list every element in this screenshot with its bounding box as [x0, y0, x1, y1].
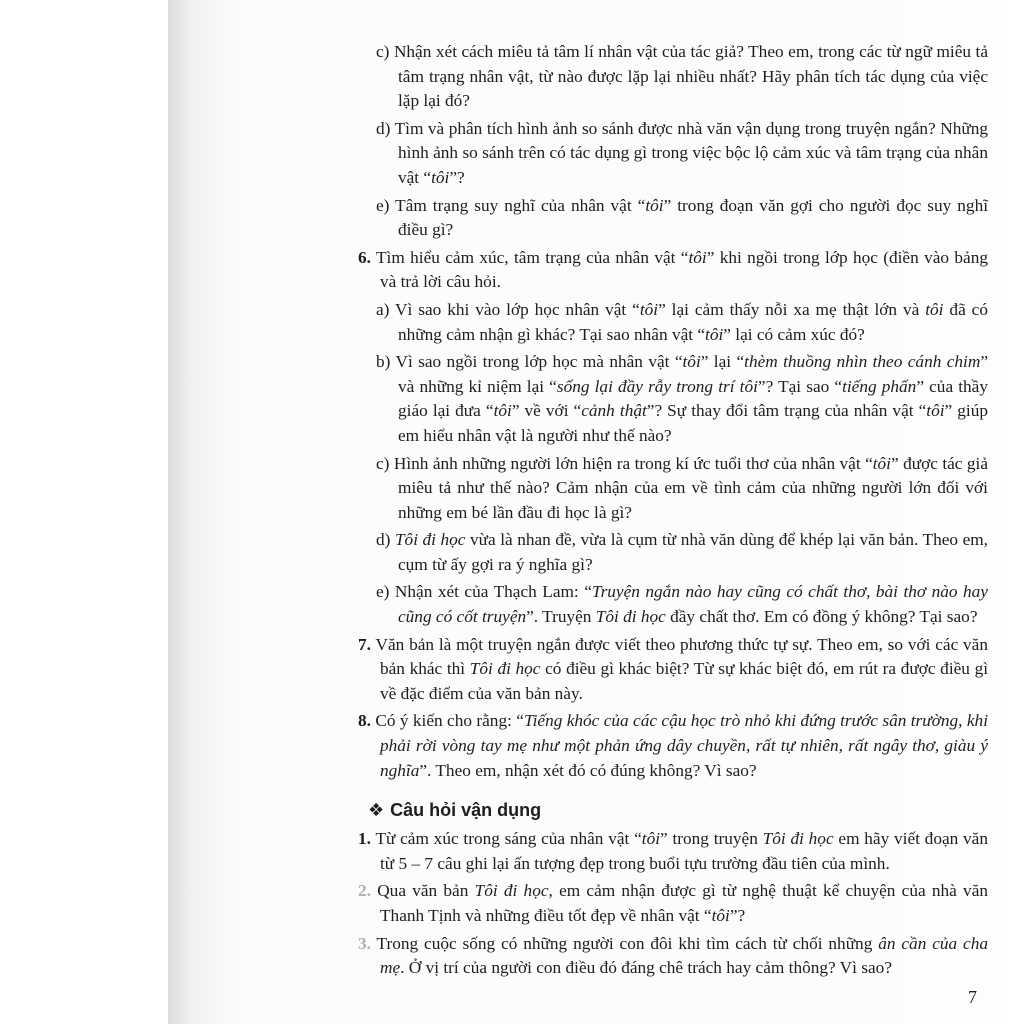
question-5e: e) Tâm trạng suy nghĩ của nhân vật “tôi” trong đoạn văn gợi cho người đọc suy nghĩ điều gì? [376, 195, 989, 240]
question-6d: d) Tôi đi học vừa là nhan đề, vừa là cụm từ nhà văn dùng để khép lại văn bản. Theo em, cụm từ ấy gợi ra ý nghĩa gì? [376, 530, 988, 574]
question-6b: b) Vì sao ngồi trong lớp học mà nhân vật “tôi” lại “thèm thuồng nhìn theo cánh chim” và những kỉ niệm lại “sống lại đầy rẫy trong trí tôi”? Tại sao “tiếng phấn” của thầy giáo lại đưa “tôi” về với “cảnh thật”? Sự thay đổi tâm trạng của nhân vật “tôi” giúp em hiểu nhân vật là người như thế nào? [376, 352, 989, 445]
applied-question-2: 2. Qua văn bản Tôi đi học, em cảm nhận được gì từ nghệ thuật kể chuyện của nhà văn Thanh Tịnh và những điều tốt đẹp về nhân vật “tôi”? [358, 881, 989, 925]
book-page [168, 0, 1002, 1024]
question-5d: d) Tìm và phân tích hình ảnh so sánh được nhà văn vận dụng trong truyện ngắn? Những hình ảnh so sánh trên có tác dụng gì trong việc bộc lộ cảm xúc và tâm trạng của nhân vật “tôi”? [376, 118, 988, 187]
question-6c: c) Hình ảnh những người lớn hiện ra trong kí ức tuổi thơ của nhân vật “tôi” được tác giả miêu tả như thế nào? Cảm nhận của em về tình cảm của những người lớn đối với những em bé lần đầu đi học là gì? [376, 453, 988, 522]
question-8: 8. Có ý kiến cho rằng: “Tiếng khóc của các cậu học trò nhỏ khi đứng trước sân trường, khi phải rời vòng tay mẹ như một phản ứng dây chuyền, rất tự nhiên, rất ngây thơ, giàu ý nghĩa”. Theo em, nhận xét đó có đúng không? Vì sao? [358, 711, 988, 780]
section-heading-applied [368, 797, 988, 823]
question-6a: a) Vì sao khi vào lớp học nhân vật “tôi” lại cảm thấy nỗi xa mẹ thật lớn và tôi đã có những cảm nhận gì khác? Tại sao nhân vật “tôi” lại có cảm xúc đó? [376, 299, 988, 344]
applied-question-3: 3. Trong cuộc sống có những người con đôi khi tìm cách từ chối những ân cần của cha mẹ. Ở vị trí của người con điều đó đáng chê trách hay cảm thông? Vì sao? [358, 933, 988, 978]
section-title: Câu hỏi vận dụng [390, 800, 542, 821]
question-6: 6. Tìm hiểu cảm xúc, tâm trạng của nhân vật “tôi” khi ngồi trong lớp học (điền vào bảng và trả lời câu hỏi. [358, 247, 988, 292]
page-number: 7 [968, 987, 977, 1007]
applied-question-1: 1. Từ cảm xúc trong sáng của nhân vật “tôi” trong truyện Tôi đi học em hãy viết đoạn văn từ 5 – 7 câu ghi lại ấn tượng đẹp trong buổi tựu trường đầu tiên của mình. [358, 829, 988, 873]
page-content [358, 40, 988, 984]
question-7: 7. Văn bản là một truyện ngắn được viết theo phương thức tự sự. Theo em, so với các văn bản khác thì Tôi đi học có điều gì khác biệt? Từ sự khác biệt đó, em rút ra được điều gì về đặc điểm của văn bản này. [358, 634, 989, 703]
diamond-bullet-icon: ❖ [368, 800, 385, 821]
question-5c: c) Nhận xét cách miêu tả tâm lí nhân vật của tác giả? Theo em, trong các từ ngữ miêu tả tâm trạng nhân vật, từ nào được lặp lại nhiều nhất? Hãy phân tích tác dụng của việc lặp lại đó? [376, 42, 988, 111]
question-6e: e) Nhận xét của Thạch Lam: “Truyện ngắn nào hay cũng có chất thơ, bài thơ nào hay cũng có cốt truyện”. Truyện Tôi đi học đầy chất thơ. Em có đồng ý không? Tại sao? [376, 582, 988, 627]
